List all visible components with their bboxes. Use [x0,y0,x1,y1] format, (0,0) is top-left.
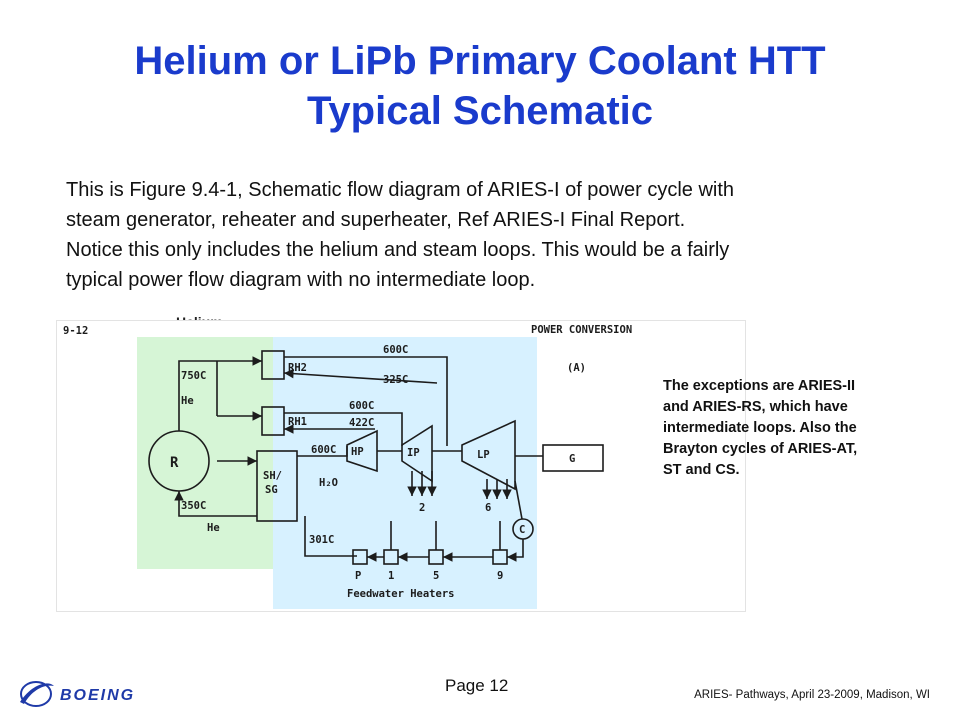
footer-note: ARIES- Pathways, April 23-2009, Madison, WI [694,689,930,701]
title-line-2: Typical Schematic [306,89,654,133]
sg-label: SG [265,484,278,496]
extraction-2-label: 2 [419,502,426,514]
body-line: steam generator, reheater and superheater, Ref ARIES-I Final Report. [66,209,686,231]
side-note [663,376,933,481]
boeing-logo [14,676,174,715]
temp-600-top: 600C [383,344,409,356]
temp-301: 301C [309,534,335,546]
extraction-6-label: 6 [485,502,492,514]
temp-350: 350C [181,500,207,512]
power-conversion-header: POWER CONVERSION [531,324,633,336]
heater-1-label: 1 [388,570,395,582]
sh-label: SH/ [263,470,282,482]
logo-wordmark: BOEING [60,687,136,704]
reactor-label: R [170,455,179,471]
ip-label: IP [407,447,420,459]
heater-9-label: 9 [497,570,504,582]
feedwater-label: Feedwater Heaters [347,588,455,600]
condenser-label: C [519,524,526,536]
hp-label: HP [351,446,364,458]
helium-zone [137,337,277,569]
page-ref: 9-12 [63,325,89,337]
side-note-line: The exceptions are ARIES-II [663,378,856,394]
schematic-figure [56,320,746,612]
rh1-label: RH1 [288,416,307,428]
rh2-label: RH2 [288,362,307,374]
water-label: H₂O [319,477,338,489]
panel-tag: (A) [567,362,586,374]
flow-diagram [57,321,745,611]
temp-422: 422C [349,417,375,429]
heater-5-label: 5 [433,570,440,582]
title-line-1: Helium or LiPb Primary Coolant HTT [134,39,826,83]
side-note-line: and ARIES-RS, which have [663,399,848,415]
temp-600-hp: 600C [311,444,337,456]
page-number: Page 12 [445,676,509,695]
he-top-label: He [181,395,194,407]
temp-600-mid: 600C [349,400,375,412]
generator-label: G [569,453,576,465]
slide-title [60,36,900,136]
body-paragraph [66,175,886,295]
body-line: Notice this only includes the helium and steam loops. This would be a fairly [66,239,730,261]
he-bottom-label: He [207,522,220,534]
side-note-line: ST and CS. [663,462,740,478]
body-line: typical power flow diagram with no intermediate loop. [66,269,536,291]
side-note-line: Brayton cycles of ARIES-AT, [663,441,858,457]
body-line: This is Figure 9.4-1, Schematic flow diagram of ARIES-I of power cycle with [66,179,735,201]
logo-ring [21,682,51,706]
side-note-line: intermediate loops. Also the [663,420,857,436]
temp-325: 325C [383,374,409,386]
temp-750: 750C [181,370,207,382]
lp-label: LP [477,449,490,461]
pump-label: P [355,570,362,582]
